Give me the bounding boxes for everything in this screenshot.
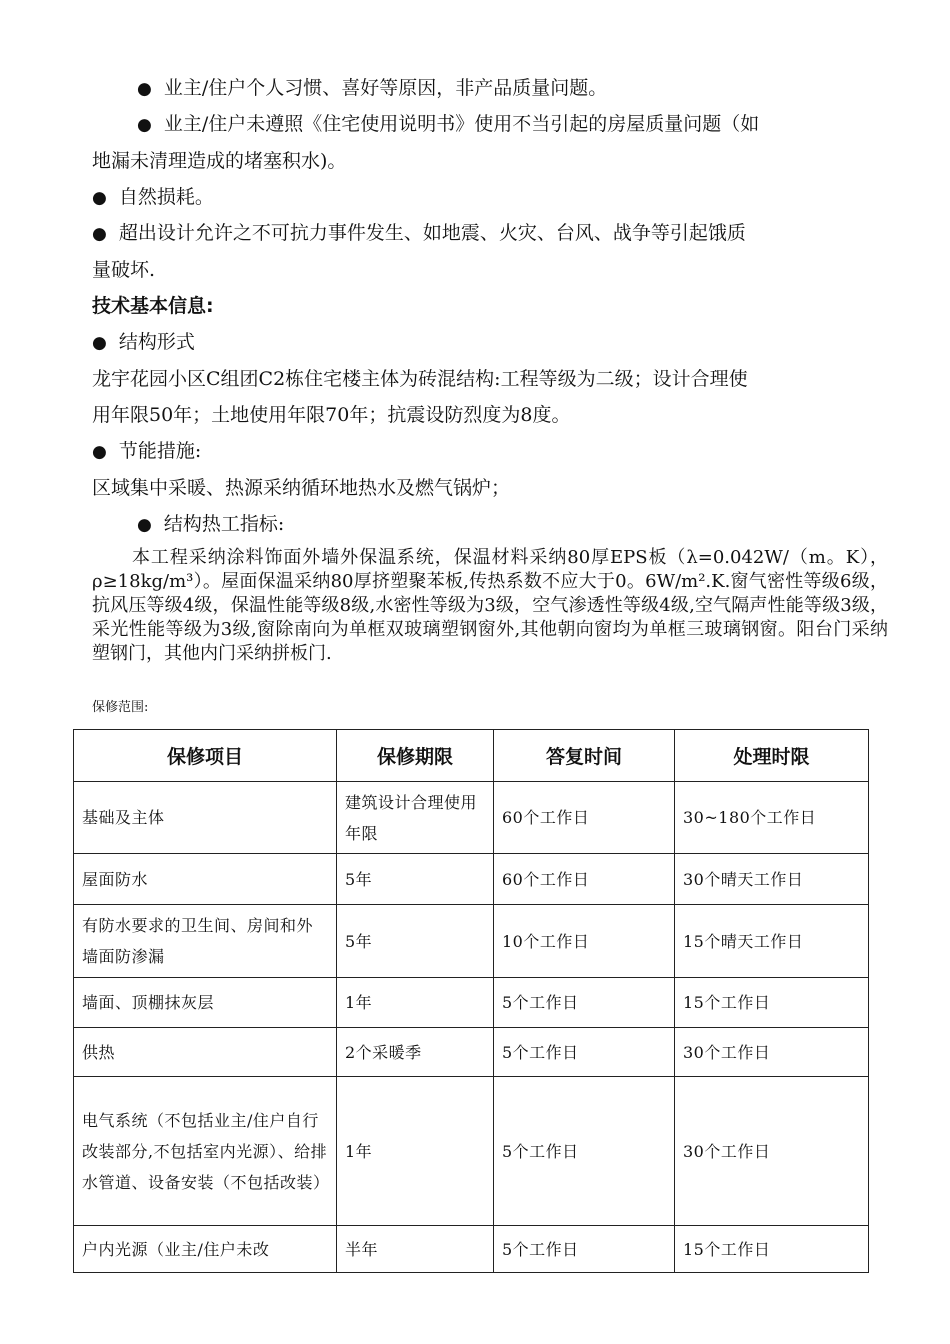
table-header-row: [74, 730, 869, 782]
cell-reply: 60个工作日: [494, 782, 675, 854]
table-row: [74, 905, 869, 978]
exclusion-text: 超出设计允许之不可抗力事件发生、如地震、火灾、台风、战争等引起饿质: [118, 222, 746, 244]
cell-period: 1年: [337, 1077, 494, 1226]
cell-item: 墙面、顶棚抹灰层: [74, 978, 337, 1028]
bullet-icon: ●: [92, 224, 107, 244]
header-reply-time: 答复时间: [494, 730, 675, 782]
table-caption: 保修范围:: [92, 700, 149, 715]
cell-item: 基础及主体: [74, 782, 337, 854]
energy-text: 区域集中采暖、热源采纳循环地热水及燃气锅炉；: [92, 477, 511, 499]
cell-reply: 5个工作日: [494, 1028, 675, 1077]
cell-item: 供热: [74, 1028, 337, 1077]
cell-period: 建筑设计合理使用年限: [337, 782, 494, 854]
table-row: [74, 1226, 869, 1273]
exclusion-text: 业主/住户个人习惯、喜好等原因，非产品质量问题。: [163, 77, 608, 99]
cell-handling: 30个工作日: [675, 1077, 869, 1226]
bullet-icon: ●: [137, 79, 152, 99]
cell-handling: 15个工作日: [675, 1226, 869, 1273]
structure-title: [92, 324, 195, 361]
header-item: 保修项目: [74, 730, 337, 782]
thermal-paragraph: 本工程采纳涂料饰面外墙外保温系统，保温材料采纳80厚EPS板（λ=0.042W/（m。K），ρ≥18kg/m³）。屋面保温采纳80厚挤塑聚苯板,传热系数不应大于0。6W/m².K.窗气密性等级6级，抗风压等级4级，保温性能等级8级,水密性等级为3级，空气渗透性等级4级,空气隔声性能等级3级，采光性能等级为3级,窗除南向为单框双玻璃塑钢窗外,其他朝向窗均为单框三玻璃钢窗。阳台门采纳塑钢门，其他内门采纳拼板门.: [92, 547, 888, 664]
cell-reply: 5个工作日: [494, 1226, 675, 1273]
structure-text-line-1: 龙宇花园小区C组团C2栋住宅楼主体为砖混结构:工程等级为二级；设计合理使: [92, 368, 748, 390]
exclusion-item-3: [92, 179, 214, 216]
table-row: [74, 782, 869, 854]
cell-item: 电气系统（不包括业主/住户自行改装部分,不包括室内光源）、给排水管道、设备安装（不包括改装）: [74, 1077, 337, 1226]
header-period: 保修期限: [337, 730, 494, 782]
cell-period: 半年: [337, 1226, 494, 1273]
cell-handling: 15个晴天工作日: [675, 905, 869, 978]
exclusion-item-2: [137, 106, 759, 143]
cell-period: 1年: [337, 978, 494, 1028]
cell-reply: 10个工作日: [494, 905, 675, 978]
structure-text-line-2: 用年限50年；土地使用年限70年；抗震设防烈度为8度。: [92, 404, 571, 426]
tech-heading: 技术基本信息:: [92, 295, 214, 317]
exclusion-item-1: [137, 70, 607, 107]
energy-title: [92, 433, 201, 470]
cell-item: 户内光源（业主/住户未改: [74, 1226, 337, 1273]
cell-reply: 60个工作日: [494, 854, 675, 905]
cell-period: 2个采暖季: [337, 1028, 494, 1077]
bullet-icon: ●: [92, 442, 107, 462]
exclusion-text: 业主/住户未遵照《住宅使用说明书》使用不当引起的房屋质量问题（如: [163, 113, 760, 135]
warranty-table: [73, 729, 869, 1273]
energy-title-text: 节能措施:: [118, 440, 202, 462]
bullet-icon: ●: [137, 115, 152, 135]
structure-title-text: 结构形式: [118, 331, 195, 353]
table-row: [74, 854, 869, 905]
cell-item: 有防水要求的卫生间、房间和外墙面防渗漏: [74, 905, 337, 978]
exclusion-item-4: [92, 215, 746, 252]
cell-item: 屋面防水: [74, 854, 337, 905]
table-row: [74, 978, 869, 1028]
cell-period: 5年: [337, 905, 494, 978]
header-handling-time: 处理时限: [675, 730, 869, 782]
bullet-icon: ●: [137, 515, 152, 535]
thermal-title: [137, 506, 284, 543]
cell-handling: 30个晴天工作日: [675, 854, 869, 905]
cell-reply: 5个工作日: [494, 978, 675, 1028]
exclusion-text: 自然损耗。: [118, 186, 214, 208]
cell-handling: 15个工作日: [675, 978, 869, 1028]
cell-handling: 30个工作日: [675, 1028, 869, 1077]
bullet-icon: ●: [92, 188, 107, 208]
table-row: [74, 1077, 869, 1226]
cell-reply: 5个工作日: [494, 1077, 675, 1226]
table-row: [74, 1028, 869, 1077]
cell-handling: 30~180个工作日: [675, 782, 869, 854]
cell-period: 5年: [337, 854, 494, 905]
exclusion-item-4-continuation: 量破坏.: [92, 259, 156, 281]
bullet-icon: ●: [92, 333, 107, 353]
thermal-title-text: 结构热工指标:: [163, 513, 285, 535]
exclusion-item-2-continuation: 地漏未清理造成的堵塞积水)。: [92, 150, 347, 172]
